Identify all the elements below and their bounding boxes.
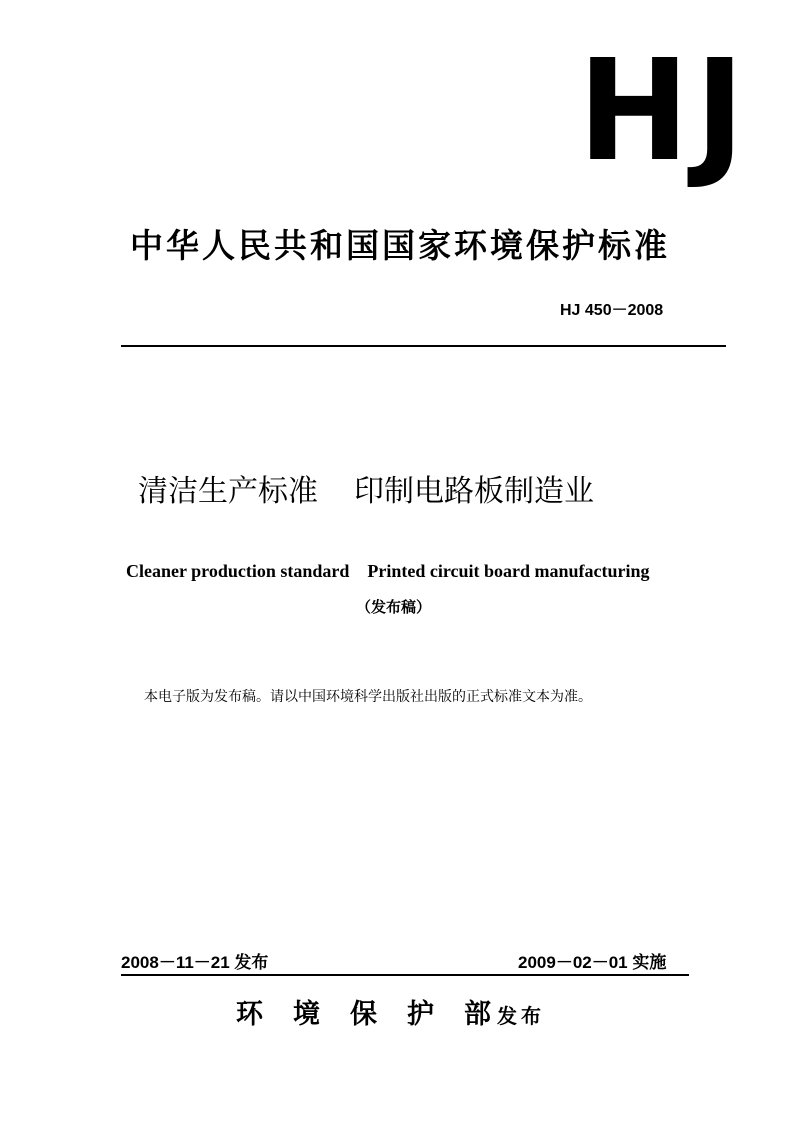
issuer-suffix: 发布 xyxy=(497,1004,545,1028)
standard-number: HJ 450－2008 xyxy=(560,302,664,319)
issuer-char: 护 xyxy=(407,999,434,1030)
title-chinese-part1: 清洁生产标准 xyxy=(138,474,318,509)
top-divider xyxy=(121,345,726,347)
title-english-part1: Cleaner production standard xyxy=(126,561,350,581)
title-english-part2: Printed circuit board manufacturing xyxy=(367,561,650,581)
hj-logo: HJ xyxy=(578,30,751,193)
issuer-char: 部 xyxy=(464,999,491,1030)
issuer-char: 境 xyxy=(293,999,320,1030)
issuer xyxy=(236,992,545,1031)
release-date: 2008－11－21 发布 xyxy=(121,953,269,972)
electronic-version-notice: 本电子版为发布稿。请以中国环境科学出版社出版的正式标准文本为准。 xyxy=(144,689,592,705)
title-english xyxy=(126,561,650,582)
bottom-divider xyxy=(121,974,689,976)
title-chinese-part2: 印制电路板制造业 xyxy=(354,474,594,509)
issuer-char: 保 xyxy=(350,999,377,1030)
issuer-char: 环 xyxy=(236,999,263,1030)
effective-date: 2009－02－01 实施 xyxy=(518,953,667,972)
title-chinese xyxy=(138,466,594,510)
agency-title: 中华人民共和国国家环境保护标准 xyxy=(130,226,670,265)
draft-note: （发布稿） xyxy=(356,598,432,616)
